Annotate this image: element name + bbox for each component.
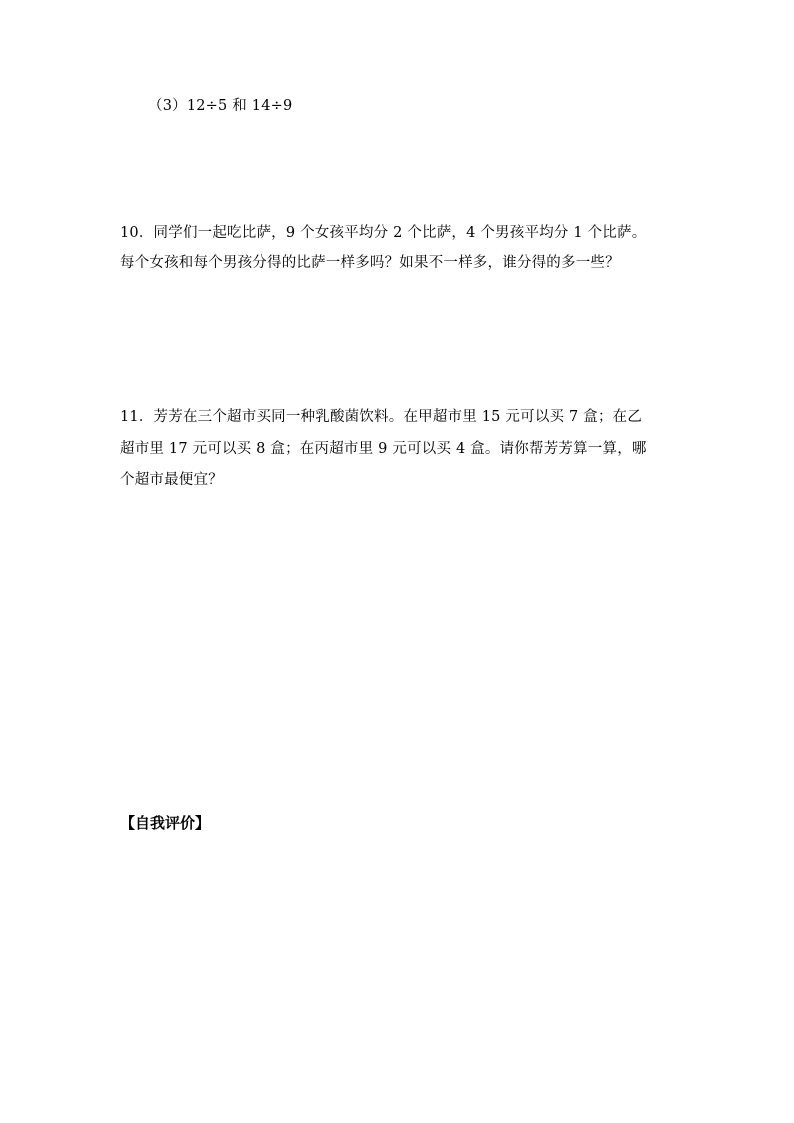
question-11-line-3: 个超市最便宜？ xyxy=(120,472,223,488)
question-10-line-2: 每个女孩和每个男孩分得的比萨一样多吗？如果不一样多，谁分得的多一些？ xyxy=(120,255,620,271)
self-evaluation-heading: 【自我评价】 xyxy=(120,814,211,832)
question-11-line-1: 11．芳芳在三个超市买同一种乳酸菌饮料。在甲超市里 15 元可以买 7 盒；在乙 xyxy=(120,409,643,425)
question-9-part-3: （3）12÷5 和 14÷9 xyxy=(148,98,293,114)
question-10-line-1: 10．同学们一起吃比萨，9 个女孩平均分 2 个比萨，4 个男孩平均分 1 个比萨。 xyxy=(120,225,647,241)
question-11-line-2: 超市里 17 元可以买 8 盒；在丙超市里 9 元可以买 4 盒。请你帮芳芳算一算，哪 xyxy=(120,441,647,457)
